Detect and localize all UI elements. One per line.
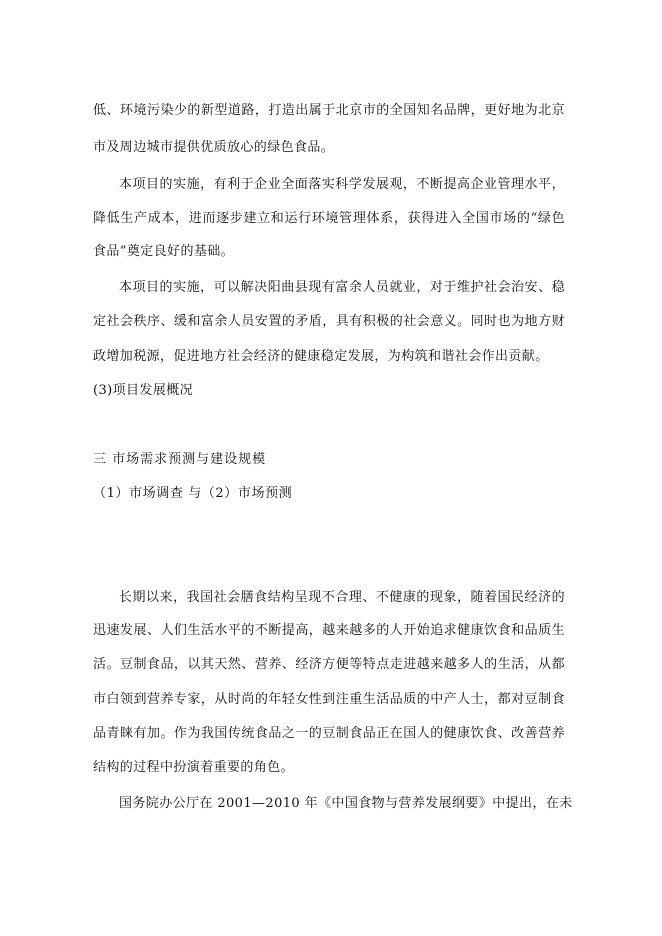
- paragraph-4-line-5: 品青睐有加。作为我国传统食品之一的豆制食品正在国人的健康饮食、改善营养: [93, 726, 565, 741]
- paragraph-2-line-3: 食品”奠定良好的基础。: [93, 244, 235, 259]
- paragraph-4-line-1: 长期以来，我国社会膳食结构呈现不合理、不健康的现象，随着国民经济的: [119, 590, 565, 605]
- paragraph-1-line-2: 市及周边城市提供优质放心的绿色食品。: [93, 140, 335, 155]
- subsection-3-heading: (3)项目发展概况: [93, 383, 194, 398]
- paragraph-4-line-6: 结构的过程中扮演着重要的角色。: [93, 760, 295, 775]
- paragraph-5-line-1: 国务院办公厅在 2001—2010 年《中国食物与营养发展纲要》中提出，在未: [119, 796, 573, 811]
- paragraph-4-line-3: 活。豆制食品，以其天然、营养、经济方便等特点走进越来越多人的生活，从都: [93, 657, 565, 672]
- paragraph-2-line-2: 降低生产成本，进而逐步建立和运行环境管理体系，获得进入全国市场的“绿色: [93, 211, 565, 226]
- paragraph-3-line-2: 定社会秩序、缓和富余人员安置的矛盾，具有积极的社会意义。同时也为地方财: [93, 314, 565, 329]
- subsection-1-2-heading: （1）市场调查 与（2）市场预测: [93, 486, 293, 501]
- paragraph-1-line-1: 低、环境污染少的新型道路，打造出属于北京市的全国知名品牌，更好地为北京: [93, 103, 565, 118]
- paragraph-4-line-4: 市白领到营养专家，从时尚的年轻女性到注重生活品质的中产人士，都对豆制食: [93, 692, 565, 707]
- paragraph-4-line-2: 迅速发展、人们生活水平的不断提高，越来越多的人开始追求健康饮食和品质生: [93, 623, 565, 638]
- section-3-heading: 三 市场需求预测与建设规模: [93, 452, 267, 467]
- paragraph-2-line-1: 本项目的实施，有利于企业全面落实科学发展观，不断提高企业管理水平，: [119, 177, 565, 192]
- paragraph-3-line-1: 本项目的实施，可以解决阳曲县现有富余人员就业，对于维护社会治安、稳: [119, 280, 565, 295]
- paragraph-3-line-3: 政增加税源，促进地方社会经济的健康稳定发展，为构筑和谐社会作出贡献。: [93, 349, 549, 364]
